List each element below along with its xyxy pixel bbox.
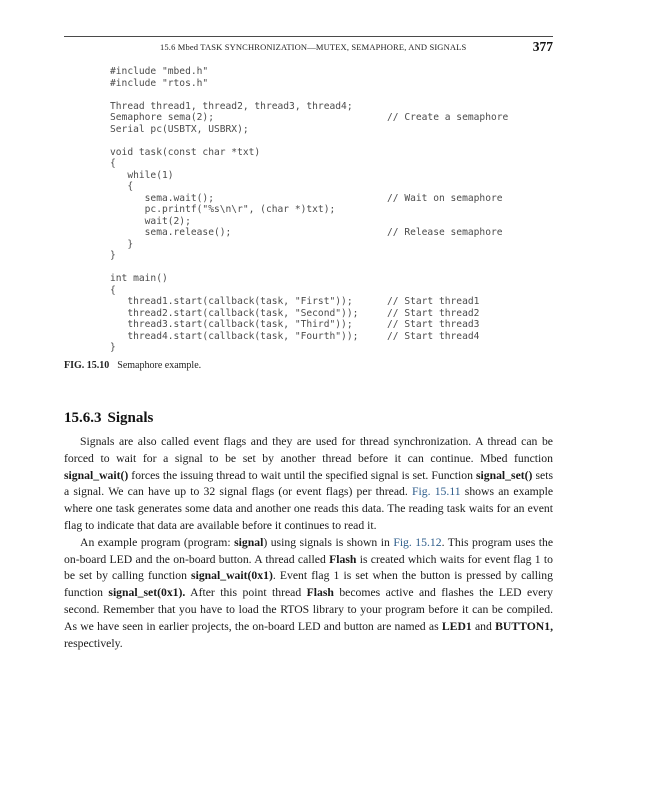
code-line xyxy=(110,285,358,297)
code-comment: // Start thread4 xyxy=(387,330,480,342)
code-text: } xyxy=(110,238,134,250)
section-heading xyxy=(64,410,153,427)
bold-term: Flash xyxy=(306,586,334,600)
text-run: sets a signal. We can have up to 32 signal flags (or event flags) per thread. xyxy=(64,468,554,499)
code-line xyxy=(110,181,358,193)
paragraph xyxy=(64,535,553,653)
code-text: while(1) xyxy=(110,169,174,181)
code-text: } xyxy=(110,342,116,353)
code-line xyxy=(110,273,358,285)
text-run: and xyxy=(471,619,496,633)
text-run: shows an example where one task generates some data and another one reads this data. The reading task waits for an event flag to indicate that data are available before it continues to read it. xyxy=(64,485,554,532)
paragraph xyxy=(64,434,553,535)
text-run: respectively. xyxy=(64,636,123,650)
bold-term: signal_set(0x1). xyxy=(108,586,186,600)
code-text: thread3.start(callback(task, "Third")); xyxy=(110,319,353,330)
code-text: } xyxy=(110,250,116,261)
code-text: int main() xyxy=(110,273,168,284)
code-line xyxy=(110,135,358,147)
code-comment: // Wait on semaphore xyxy=(387,192,503,204)
text-run: After this point thread xyxy=(185,586,307,600)
figure-caption xyxy=(64,360,201,371)
text-run: An example program (program: xyxy=(80,535,235,549)
code-comment: // Start thread2 xyxy=(387,307,480,319)
figure-reference-link[interactable]: Fig. 15.12 xyxy=(393,535,442,549)
text-run: ) using signals is shown in xyxy=(263,535,394,549)
code-comment: // Release semaphore xyxy=(387,227,503,238)
code-line xyxy=(110,239,358,251)
bold-term: LED1 xyxy=(441,619,472,633)
code-text: void task(const char *txt) xyxy=(110,146,261,158)
code-text: #include "mbed.h" xyxy=(110,66,209,77)
code-line xyxy=(110,170,358,182)
top-rule xyxy=(64,36,553,37)
code-line xyxy=(110,78,358,90)
section-number: 15.6.3 xyxy=(64,410,102,426)
code-text: Semaphore sema(2); xyxy=(110,112,214,123)
code-line xyxy=(110,330,480,343)
code-line xyxy=(110,204,358,216)
figure-reference-link[interactable]: Fig. 15.11 xyxy=(412,485,461,499)
code-line xyxy=(110,227,503,239)
code-text: sema.wait(); xyxy=(110,192,214,204)
code-text: { xyxy=(110,284,116,296)
code-text: { xyxy=(110,158,116,169)
text-run: becomes active and flashes the LED every second. Remember that you have to load the RTOS library to your program before it can be compiled. As we have seen in earlier projects, the on-board LED and button are named as xyxy=(64,586,553,633)
code-text: thread2.start(callback(task, "Second")); xyxy=(110,307,359,319)
code-comment: // Create a semaphore xyxy=(387,112,509,123)
code-text: wait(2); xyxy=(110,215,191,227)
code-line xyxy=(110,307,480,320)
code-text: { xyxy=(110,181,134,192)
running-head xyxy=(64,40,553,58)
code-text: thread1.start(callback(task, "First")); xyxy=(110,296,353,307)
figure-number: FIG. 15.10 xyxy=(64,360,110,371)
code-comment: // Start thread1 xyxy=(387,296,480,307)
code-line xyxy=(110,112,509,124)
code-text: Thread thread1, thread2, thread3, thread4; xyxy=(110,100,353,112)
code-line xyxy=(110,124,358,136)
code-text: #include "rtos.h" xyxy=(110,77,209,89)
running-title: 15.6 Mbed TASK SYNCHRONIZATION—MUTEX, SEMAPHORE, AND SIGNALS xyxy=(160,42,467,52)
code-text: sema.release(); xyxy=(110,227,232,238)
page-number: 377 xyxy=(532,39,553,54)
code-line xyxy=(110,101,358,113)
text-run: forces the issuing thread to wait until the specified signal is set. Function xyxy=(128,468,476,482)
bold-term: signal xyxy=(234,535,264,549)
code-line xyxy=(110,262,358,274)
bold-term: signal_set() xyxy=(475,468,533,482)
bold-term: Flash xyxy=(329,552,357,566)
text-run: Signals are also called event flags and they are used for thread synchronization. A thread can be forced to wait for a signal to be set by another thread before it can continue. Mbed function xyxy=(64,435,553,465)
bold-term: signal_wait(0x1) xyxy=(191,569,273,583)
code-line xyxy=(110,296,480,308)
code-text: thread4.start(callback(task, "Fourth")); xyxy=(110,330,359,342)
code-line xyxy=(110,342,358,354)
bold-term: BUTTON1, xyxy=(495,619,554,633)
text-run: . This program uses the on-board LED and the on-board button. A thread called xyxy=(64,535,554,566)
code-text: pc.printf("%s\n\r", (char *)txt); xyxy=(110,204,336,215)
text-run: is created which waits for event flag 1 to be set by calling function xyxy=(64,552,553,583)
code-line xyxy=(110,66,358,78)
figure-caption-text: Semaphore example. xyxy=(117,360,202,371)
bold-term: signal_wait() xyxy=(64,468,129,482)
code-listing xyxy=(110,66,509,354)
code-line xyxy=(110,192,503,205)
text-run: . Event flag 1 is set when the button is pressed by calling function xyxy=(64,569,553,600)
code-line xyxy=(110,158,358,170)
code-line xyxy=(110,250,358,262)
code-line xyxy=(110,319,480,331)
code-line xyxy=(110,216,358,228)
body-text xyxy=(64,434,553,652)
code-comment: // Start thread3 xyxy=(387,319,480,330)
code-line xyxy=(110,147,358,159)
code-text: Serial pc(USBTX, USBRX); xyxy=(110,123,249,135)
section-title: Signals xyxy=(107,410,154,426)
code-line xyxy=(110,89,358,101)
